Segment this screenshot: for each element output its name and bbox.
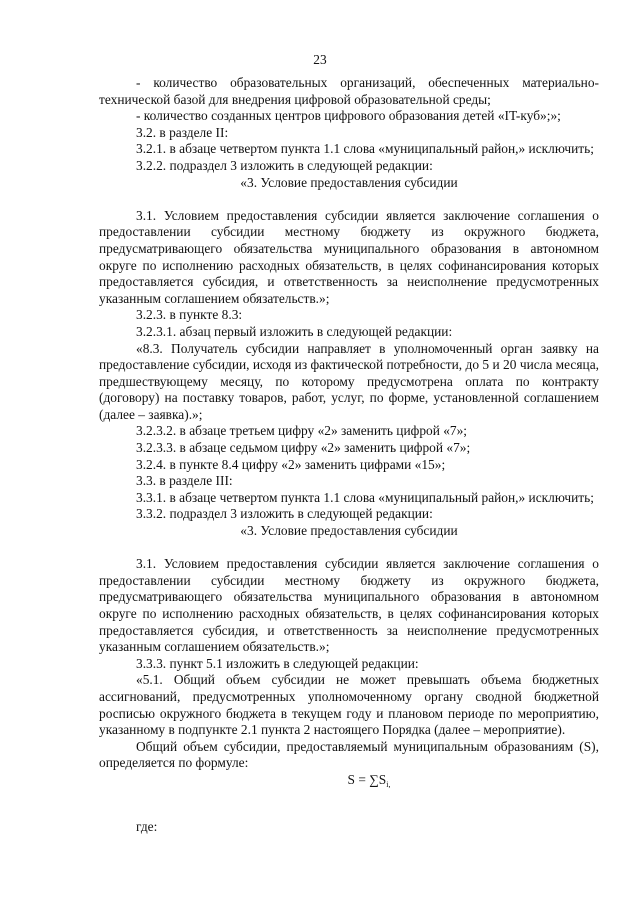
formula-subscript: i,: [386, 779, 391, 789]
paragraph: 3.2.2. подраздел 3 изложить в следующей редакции:: [136, 157, 433, 173]
section-heading: «3. Условие предоставления субсидии: [240, 523, 458, 539]
paragraph: 3.3.2. подраздел 3 изложить в следующей редакции:: [136, 506, 433, 522]
formula: [99, 772, 599, 794]
paragraph: 3.3.1. в абзаце четвертом пункта 1.1 слова «муниципальный район,» исключить;: [136, 489, 594, 505]
paragraph: 3.1. Условием предоставления субсидии является заключение соглашения о предоставлении субсидии местному бюджету из окружного бюджета, предусматривающего обязательства муниципального образования в автономном округе по исполнению расходных обязательств, в целях софинансирования которых предоставляется субсидия, и ответственность за неисполнение предусмотренных указанным соглашением обязательств.»;: [99, 556, 599, 655]
spacer: [99, 794, 599, 819]
closing-word: где:: [136, 818, 158, 834]
paragraph: 3.3.3. пункт 5.1 изложить в следующей редакции:: [136, 655, 419, 671]
paragraph: Общий объем субсидии, предоставляемый муниципальным образованиям (S), определяется по формуле:: [99, 738, 599, 771]
spacer: [99, 191, 599, 208]
paragraph: 3.2. в разделе II:: [136, 124, 229, 140]
paragraph: 3.2.1. в абзаце четвертом пункта 1.1 слова «муниципальный район,» исключить;: [136, 141, 594, 157]
paragraph: 3.3. в разделе III:: [136, 473, 233, 489]
paragraph: «5.1. Общий объем субсидии не может превышать объема бюджетных ассигнований, предусмотренных уполномоченному органу сводной бюджетной росписью окружного бюджета в текущем году и плановом периоде по мероприятию, указанному в подпункте 2.1 пункта 2 настоящего Порядка (далее – мероприятие).: [99, 672, 599, 738]
document-body: [99, 75, 599, 835]
spacer: [99, 540, 599, 557]
paragraph: 3.2.3.1. абзац первый изложить в следующей редакции:: [136, 323, 453, 339]
formula-main: S = ∑S: [347, 771, 387, 787]
paragraph: 3.1. Условием предоставления субсидии является заключение соглашения о предоставлении субсидии местному бюджету из окружного бюджета, предусматривающего обязательства муниципального образования в автономном округе по исполнению расходных обязательств, в целях софинансирования которых предоставляется субсидия, и ответственность за неисполнение предусмотренных указанным соглашением обязательств.»;: [99, 207, 599, 306]
section-heading: «3. Условие предоставления субсидии: [240, 174, 458, 190]
paragraph: 3.2.3. в пункте 8.3:: [136, 307, 243, 323]
page-number: 23: [313, 52, 327, 67]
paragraph: «8.3. Получатель субсидии направляет в уполномоченный орган заявку на предоставление субсидии, исходя из фактической потребности, до 5 и 20 числа месяца, предшествующему месяцу, по которому предусмотрена оплата по контракту (договору) на поставку товаров, работ, услуг, по форме, установленной соглашением (далее – заявка).»;: [99, 340, 599, 422]
paragraph: 3.2.3.3. в абзаце седьмом цифру «2» заменить цифрой «7»;: [136, 440, 471, 456]
paragraph: 3.2.4. в пункте 8.4 цифру «2» заменить цифрами «15»;: [136, 456, 446, 472]
paragraph: - количество образовательных организаций, обеспеченных материально-технической базой для внедрения цифровой образовательной среды;: [99, 75, 599, 107]
paragraph: 3.2.3.2. в абзаце третьем цифру «2» заменить цифрой «7»;: [136, 423, 468, 439]
paragraph: - количество созданных центров цифрового образования детей «IT-куб»;»;: [136, 108, 561, 124]
